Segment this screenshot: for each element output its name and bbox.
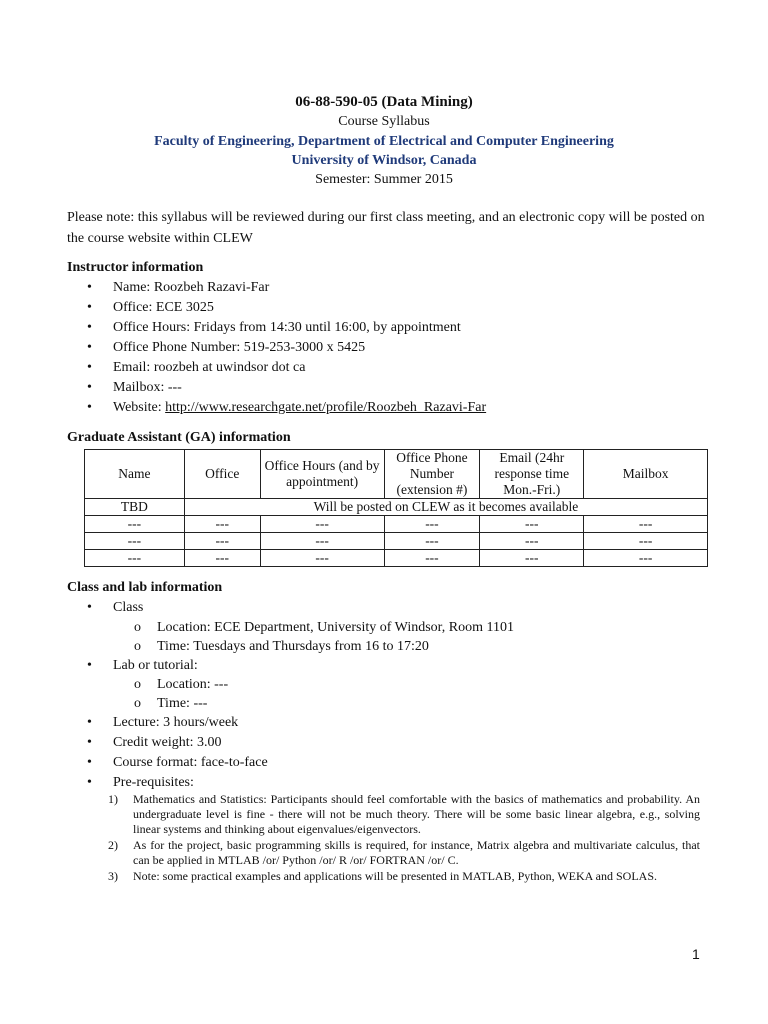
bullet-icon: • [87,380,92,395]
lab-time-text: Time: --- [157,696,208,711]
page-number: 1 [692,946,700,962]
instructor-office: Office: ECE 3025 [113,300,214,315]
list-item [67,733,268,753]
note-line-1: Please note: this syllabus will be reviewed during our first class meeting, and an electronic copy will be posted on [67,210,705,225]
col-header-email: Email (24hr response time Mon.-Fri.) [480,450,584,499]
table-cell: --- [384,516,480,533]
prereq-label: Pre-requisites: [113,775,194,790]
bullet-icon: • [87,735,92,750]
bullet-icon: • [87,658,92,673]
table-cell: --- [584,533,708,550]
circle-bullet-icon: o [134,620,141,635]
bullet-icon: • [87,755,92,770]
class-label: Class [113,600,144,615]
table-cell: --- [85,550,185,567]
circle-bullet-icon: o [134,639,141,654]
table-cell: --- [184,550,260,567]
course-format: Course format: face-to-face [113,755,268,770]
university-name: University of Windsor, Canada [291,153,477,168]
table-cell: --- [584,516,708,533]
table-cell: --- [384,550,480,567]
faculty-name: Faculty of Engineering, Department of Electrical and Computer Engineering [154,134,614,149]
instructor-phone: Office Phone Number: 519-253-3000 x 5425 [113,340,366,355]
instructor-hours: Office Hours: Fridays from 14:30 until 16:00, by appointment [113,320,461,335]
lab-time [134,694,207,713]
list-item [67,358,486,378]
class-location-text: Location: ECE Department, University of Windsor, Room 1101 [157,620,514,635]
col-header-phone: Office Phone Number (extension #) [384,450,480,499]
table-header-row [85,450,708,499]
class-time [134,637,429,656]
item-number: 1) [108,792,118,806]
table-cell: Will be posted on CLEW as it becomes available [184,499,707,516]
table-cell: --- [85,533,185,550]
instructor-list [67,278,486,418]
class-list [67,598,143,618]
instructor-name: Name: Roozbeh Razavi-Far [113,280,270,295]
bullet-icon: • [87,360,92,375]
list-item [108,792,700,837]
lab-location-text: Location: --- [157,677,229,692]
list-item [67,378,486,398]
list-item [67,278,486,298]
ga-table [84,449,708,567]
list-item [67,318,486,338]
item-number: 2) [108,838,118,852]
bullet-icon: • [87,400,92,415]
col-header-office-hours: Office Hours (and by appointment) [260,450,384,499]
class-heading: Class and lab information [67,580,223,595]
table-cell: --- [184,516,260,533]
table-row [85,533,708,550]
table-cell: --- [260,516,384,533]
list-item [67,773,268,793]
bullet-icon: • [87,715,92,730]
lab-list [67,656,198,676]
class-time-text: Time: Tuesdays and Thursdays from 16 to 17:20 [157,639,429,654]
list-item [67,713,268,733]
bullet-icon: • [87,775,92,790]
col-header-office: Office [184,450,260,499]
table-cell: --- [480,550,584,567]
list-item [108,838,700,868]
table-row [85,550,708,567]
table-cell: --- [85,516,185,533]
lecture-hours: Lecture: 3 hours/week [113,715,239,730]
instructor-heading: Instructor information [67,260,204,275]
list-item [67,656,198,676]
note-paragraph [67,207,707,249]
lab-location [134,675,228,694]
list-item [67,298,486,318]
table-row [85,499,708,516]
bullet-icon: • [87,300,92,315]
class-location [134,618,514,637]
bullet-icon: • [87,600,92,615]
table-cell: --- [480,533,584,550]
lab-label: Lab or tutorial: [113,658,198,673]
prereq-text: As for the project, basic programming skills is required, for instance, Matrix algebra and multivariate calculus, that can be applied in MTLAB /or/ Python /or/ R /or/ FORTRAN /or/ C. [133,838,700,867]
list-item [67,398,486,418]
document-type: Course Syllabus [338,114,430,129]
website-label: Website: [113,400,166,415]
course-details-list [67,713,268,793]
table-cell: --- [260,550,384,567]
instructor-mailbox: Mailbox: --- [113,380,182,395]
bullet-icon: • [87,280,92,295]
prerequisites-list [108,792,700,885]
item-number: 3) [108,869,118,883]
table-cell: --- [480,516,584,533]
table-cell: --- [384,533,480,550]
circle-bullet-icon: o [134,677,141,692]
credit-weight: Credit weight: 3.00 [113,735,222,750]
instructor-email: Email: roozbeh at uwindsor dot ca [113,360,306,375]
list-item [67,338,486,358]
circle-bullet-icon: o [134,696,141,711]
table-row [85,516,708,533]
ga-heading: Graduate Assistant (GA) information [67,430,291,445]
col-header-mailbox: Mailbox [584,450,708,499]
note-line-2: the course website within CLEW [67,231,253,246]
website-link[interactable]: http://www.researchgate.net/profile/Roozbeh_Razavi-Far [165,400,487,415]
table-cell: --- [184,533,260,550]
list-item [108,869,700,884]
semester: Semester: Summer 2015 [315,172,453,187]
col-header-name: Name [85,450,185,499]
course-title: 06-88-590-05 (Data Mining) [295,94,473,110]
table-cell: TBD [85,499,185,516]
bullet-icon: • [87,320,92,335]
table-cell: --- [584,550,708,567]
prereq-text: Mathematics and Statistics: Participants should feel comfortable with the basics of mathematics and probability. An undergraduate level is fine - there will not be much theory. There will be some basic linear algebra, e.g., solving linear systems and thinking about eigenvalues/eigenvectors. [133,792,700,836]
bullet-icon: • [87,340,92,355]
list-item [67,753,268,773]
list-item [67,598,143,618]
table-cell: --- [260,533,384,550]
prereq-text: Note: some practical examples and applications will be presented in MATLAB, Python, WEKA and SOLAS. [133,869,658,883]
